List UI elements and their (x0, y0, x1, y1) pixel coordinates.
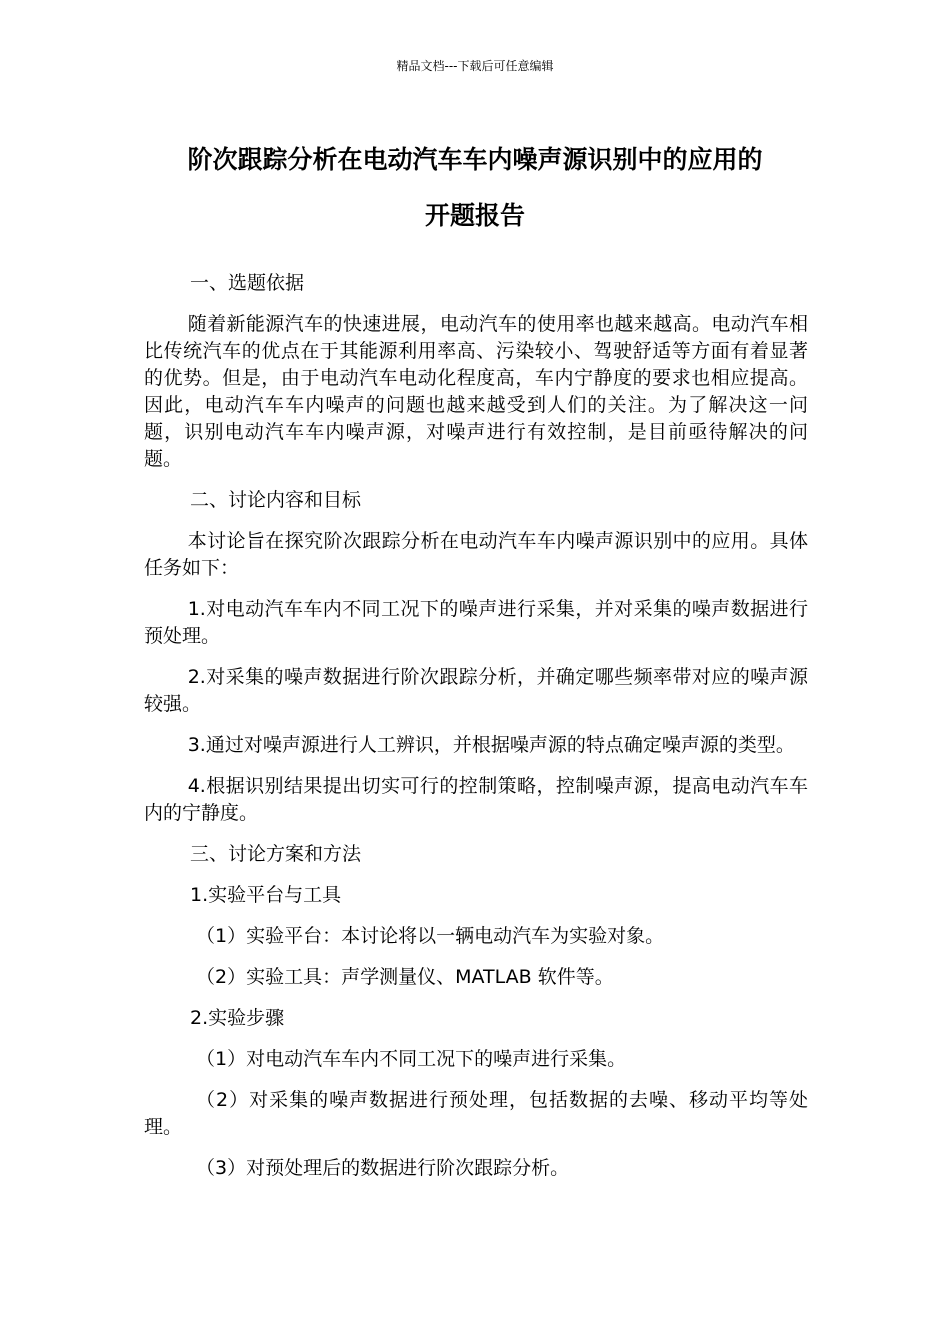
section-3-heading: 三、讨论方案和方法 (190, 843, 362, 865)
header-note: 精品文档---下载后可任意编辑 (396, 59, 554, 73)
section-2-heading: 二、讨论内容和目标 (190, 489, 362, 511)
task-item-2: 2.对采集的噪声数据进行阶次跟踪分析，并确定哪些频率带对应的噪声源较强。 (144, 666, 808, 715)
platform-item-2: （2）实验工具：声学测量仪、MATLAB 软件等。 (196, 966, 614, 988)
platform-heading: 1.实验平台与工具 (190, 884, 342, 906)
title-line-1: 阶次跟踪分析在电动汽车车内噪声源识别中的应用的 (187, 145, 763, 174)
step-item-1: （1）对电动汽车车内不同工况下的噪声进行采集。 (196, 1048, 627, 1070)
steps-heading: 2.实验步骤 (190, 1007, 285, 1029)
platform-item-1: （1）实验平台：本讨论将以一辆电动汽车为实验对象。 (196, 925, 665, 947)
section-1-heading: 一、选题依据 (190, 272, 305, 294)
section-1-body: 随着新能源汽车的快速进展，电动汽车的使用率也越来越高。电动汽车相比传统汽车的优点在于其能源利用率高、污染较小、驾驶舒适等方面有着显著的优势。但是，由于电动汽车电动化程度高，车内宁静度的要求也相应提高。因此，电动汽车车内噪声的问题也越来越受到人们的关注。为了解决这一问题，识别电动汽车车内噪声源，对噪声进行有效控制，是目前亟待解决的问题。 (144, 313, 808, 470)
section-2-intro: 本讨论旨在探究阶次跟踪分析在电动汽车车内噪声源识别中的应用。具体任务如下： (144, 530, 808, 579)
document-title (130, 132, 820, 244)
step-item-2: （2）对采集的噪声数据进行预处理，包括数据的去噪、移动平均等处理。 (144, 1089, 808, 1138)
task-item-3: 3.通过对噪声源进行人工辨识，并根据噪声源的特点确定噪声源的类型。 (187, 734, 795, 756)
step-item-3: （3）对预处理后的数据进行阶次跟踪分析。 (196, 1157, 570, 1179)
task-item-4: 4.根据识别结果提出切实可行的控制策略，控制噪声源，提高电动汽车车内的宁静度。 (144, 775, 808, 824)
task-item-1: 1.对电动汽车车内不同工况下的噪声进行采集，并对采集的噪声数据进行预处理。 (144, 598, 808, 647)
document-body (144, 270, 808, 1196)
title-line-2: 开题报告 (424, 201, 525, 230)
